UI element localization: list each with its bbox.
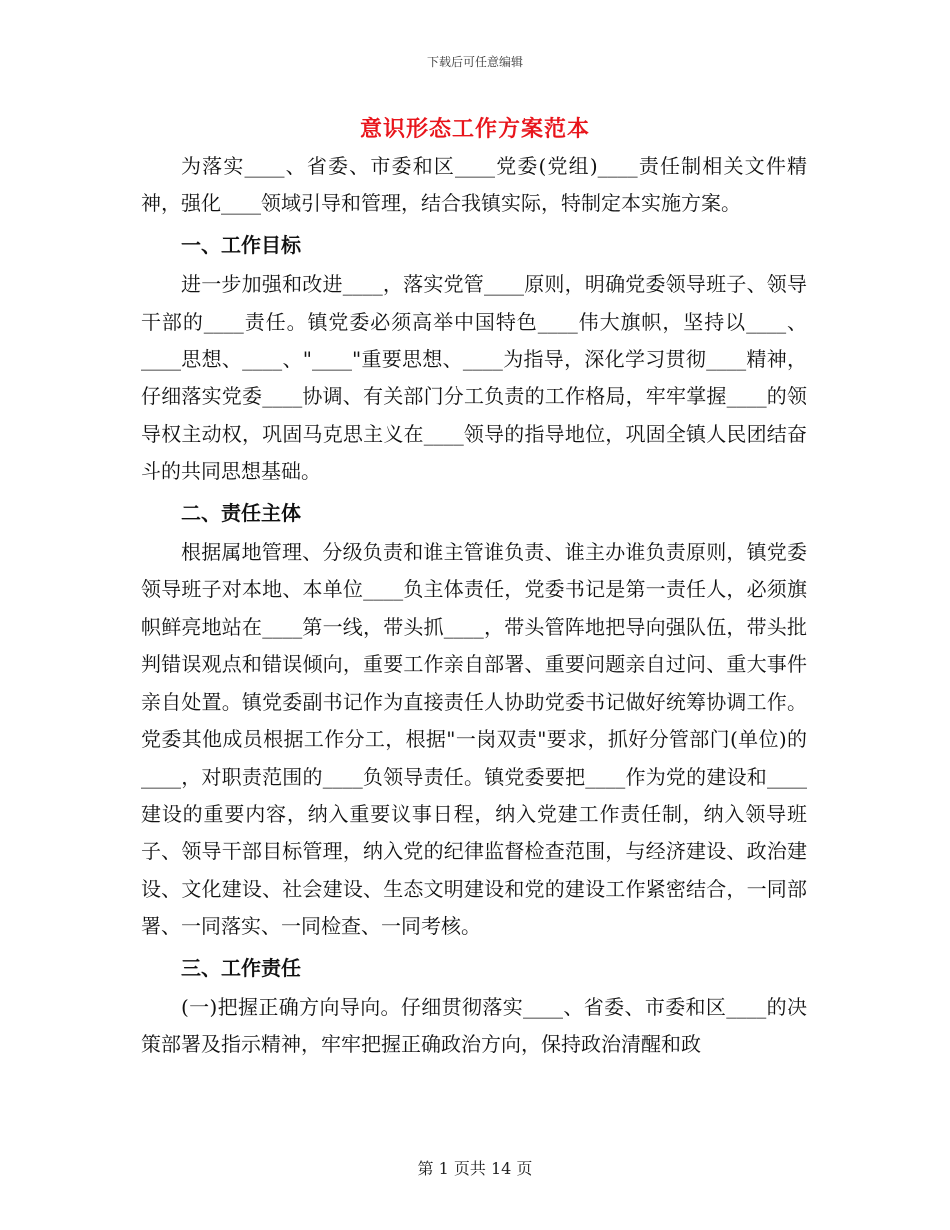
section-paragraph: 根据属地管理、分级负责和谁主管谁负责、谁主办谁负责原则，镇党委领导班子对本地、本单位____负主体责任，党委书记是第一责任人，必须旗帜鲜亮地站在____第一线，带头抓____，带头管阵地把导向强队伍，带头批判错误观点和错误倾向，重要工作亲自部署、重要问题亲自过问、重大事件亲自处置。镇党委副书记作为直接责任人协助党委书记做好统筹协调工作。党委其他成员根据工作分工，根据"一岗双责"要求，抓好分管部门(单位)的____，对职责范围的____负领导责任。镇党委要把____作为党的建设和____建设的重要内容，纳入重要议事日程，纳入党建工作责任制，纳入领导班子、领导干部目标管理，纳入党的纪律监督检查范围，与经济建设、政治建设、文化建设、社会建设、生态文明建设和党的建设工作紧密结合，一同部署、一同落实、一同检查、一同考核。	[141, 540, 807, 939]
section-heading-responsible-party: 二、责任主体	[181, 500, 301, 525]
section-paragraph: (一)把握正确方向导向。仔细贯彻落实____、省委、市委和区____的决策部署及指示精神，牢牢把握正确政治方向，保持政治清醒和政	[141, 994, 807, 1057]
page-number: 第 1 页共 14 页	[417, 1159, 533, 1178]
page-title: 意识形态工作方案范本	[359, 116, 590, 142]
section-heading-work-responsibility: 三、工作责任	[181, 955, 301, 980]
download-note: 下载后可任意编辑	[426, 55, 523, 69]
document-body	[141, 148, 807, 1064]
section-paragraph: 进一步加强和改进____，落实党管____原则，明确党委领导班子、领导干部的____责任。镇党委必须高举中国特色____伟大旗帜，坚持以____、____思想、____、"____"重要思想、____为指导，深化学习贯彻____精神，仔细落实党委____协调、有关部门分工负责的工作格局，牢牢掌握____的领导权主动权，巩固马克思主义在____领导的指导地位，巩固全镇人民团结奋斗的共同思想基础。	[141, 272, 807, 484]
section-heading-goals: 一、工作目标	[181, 232, 301, 257]
intro-paragraph: 为落实____、省委、市委和区____党委(党组)____责任制相关文件精神，强化____领域引导和管理，结合我镇实际，特制定本实施方案。	[141, 154, 807, 216]
